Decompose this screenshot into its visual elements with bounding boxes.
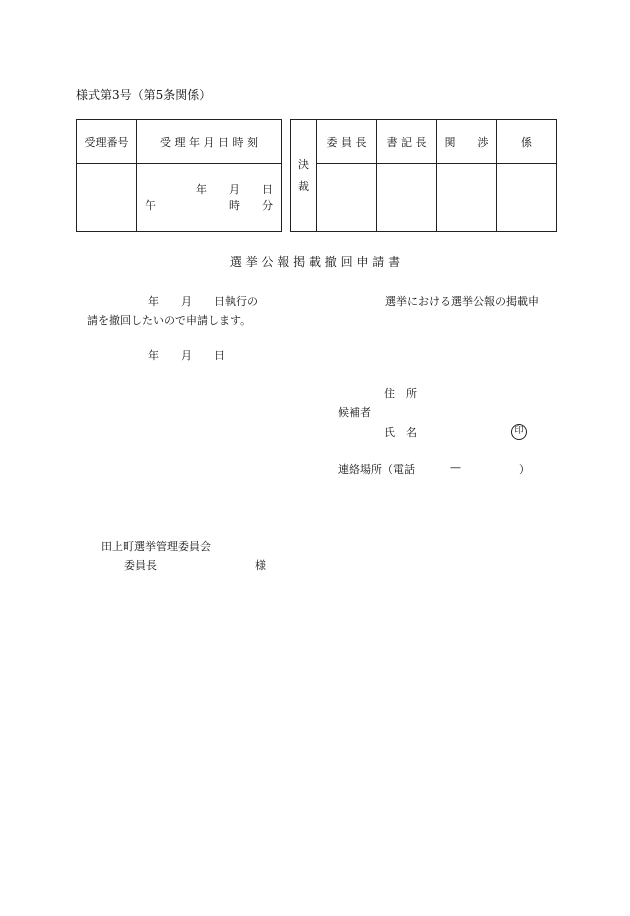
reception-ampm: 午 [145, 199, 156, 212]
address-label: 住 所 [384, 387, 417, 400]
reception-time-line: 時 分 [229, 199, 273, 212]
reception-table [76, 119, 282, 232]
reception-number-header: 受理番号 [77, 120, 137, 164]
contact-dash: — [450, 461, 461, 474]
candidate-label: 候補者 [338, 406, 371, 419]
reception-datetime-cell [137, 164, 282, 232]
approval-cell-chair [317, 164, 377, 232]
approval-label-1: 決 [298, 157, 309, 171]
name-label: 氏 名 [384, 426, 417, 439]
body-election-text: 選挙における選挙公報の掲載申 [385, 295, 539, 308]
approval-cell-related [437, 164, 497, 232]
approval-header-staff: 係 [497, 120, 557, 164]
body-line-2: 請を撤回したいので申請します。 [87, 314, 252, 327]
seal-icon: 印 [511, 424, 527, 440]
application-date: 年 月 日 [148, 349, 225, 362]
recipient-org: 田上町選挙管理委員会 [101, 540, 211, 553]
contact-label: 連絡場所（電話 [338, 463, 415, 476]
approval-cell-secretary [377, 164, 437, 232]
contact-close: ） [519, 463, 530, 476]
approval-header-chair: 委 員 長 [317, 120, 377, 164]
document-title: 選 挙 公 報 掲 載 撤 回 申 請 書 [229, 255, 401, 269]
reception-datetime-header: 受 理 年 月 日 時 刻 [137, 120, 282, 164]
approval-header-related: 関 渉 [437, 120, 497, 164]
approval-label-cell [291, 120, 317, 232]
approval-header-secretary: 書 記 長 [377, 120, 437, 164]
approval-cell-staff [497, 164, 557, 232]
reception-date-line: 年 月 日 [196, 183, 273, 196]
reception-number-cell [77, 164, 137, 232]
body-date-prefix: 年 月 日執行の [148, 295, 258, 308]
approval-table [290, 119, 557, 232]
approval-label-2: 裁 [298, 179, 309, 193]
recipient-title: 委員長 [124, 559, 157, 572]
form-id: 様式第3号（第5条関係） [76, 88, 212, 102]
recipient-honorific: 様 [255, 559, 266, 572]
